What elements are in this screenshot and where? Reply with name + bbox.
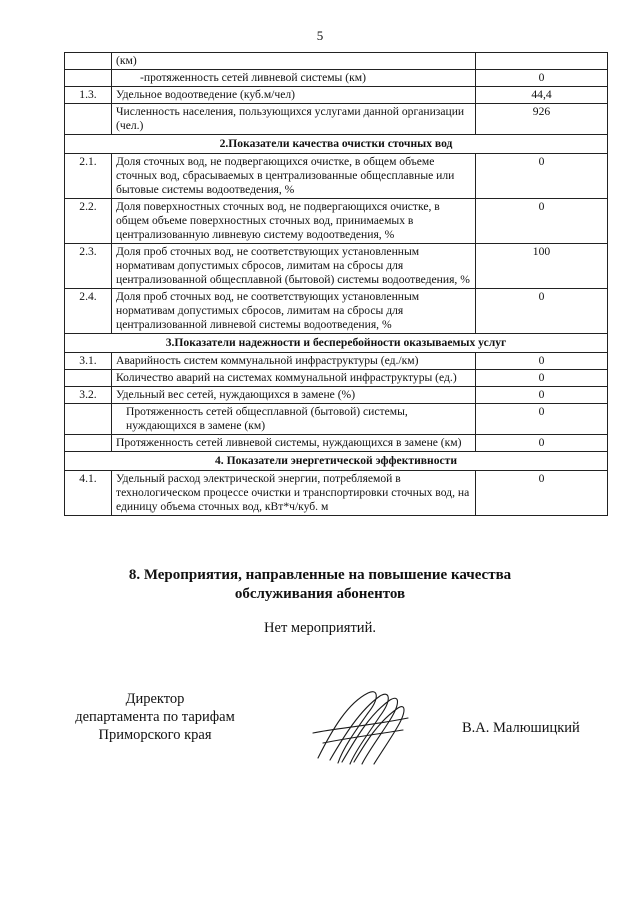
indicator-value: 0 [476, 154, 608, 199]
indicator-value: 0 [476, 404, 608, 435]
indicator-value: 0 [476, 471, 608, 516]
table-row [65, 387, 608, 404]
section-8-title-line2: обслуживания абонентов [234, 586, 406, 602]
indicator-name: Численность населения, пользующихся услугами данной организации (чел.) [112, 104, 476, 135]
table-row [65, 435, 608, 452]
indicator-name: Количество аварий на системах коммунальной инфраструктуры (ед.) [112, 370, 476, 387]
indicator-name: Доля поверхностных сточных вод, не подвергающихся очистке, в общем объеме поверхностных сточных вод, принимаемых в централизованную ливневую систему водоотведения, % [112, 199, 476, 244]
indicator-name: Протяженность сетей ливневой системы, нуждающихся в замене (км) [112, 435, 476, 452]
table-row [65, 70, 608, 87]
handwritten-signature [308, 688, 418, 768]
indicator-value: 100 [476, 244, 608, 289]
row-number: 1.3. [65, 87, 112, 104]
signatory-title [60, 690, 250, 744]
indicator-value: 0 [476, 435, 608, 452]
section-title: 2.Показатели качества очистки сточных вод [65, 135, 608, 154]
table-row [65, 289, 608, 334]
page-number: 5 [316, 28, 324, 43]
section-8-title-line1: 8. Мероприятия, направленные на повышение качества [128, 567, 512, 583]
row-number: 2.1. [65, 154, 112, 199]
row-number [65, 70, 112, 87]
row-number: 2.4. [65, 289, 112, 334]
indicator-name: Удельный расход электрической энергии, потребляемой в технологическом процессе очистки и транспортировки сточных вод, на единицу объема сточных вод, кВт*ч/куб. м [112, 471, 476, 516]
row-number: 2.2. [65, 199, 112, 244]
section-title: 4. Показатели энергетической эффективности [65, 452, 608, 471]
table-row [65, 353, 608, 370]
indicator-value: 0 [476, 289, 608, 334]
table-row [65, 53, 608, 70]
indicator-name: Протяженность сетей общесплавной (бытовой) системы, нуждающихся в замене (км) [112, 404, 476, 435]
indicator-value: 0 [476, 199, 608, 244]
indicator-value: 0 [476, 370, 608, 387]
row-number [65, 404, 112, 435]
table-row [65, 471, 608, 516]
indicator-name: Аварийность систем коммунальной инфраструктуры (ед./км) [112, 353, 476, 370]
row-number: 3.1. [65, 353, 112, 370]
table-row [65, 87, 608, 104]
indicator-name: -протяженность сетей ливневой системы (км) [112, 70, 476, 87]
indicator-name: Удельное водоотведение (куб.м/чел) [112, 87, 476, 104]
row-number [65, 53, 112, 70]
no-measures-text: Нет мероприятий. [264, 620, 376, 636]
signatory-title-line2: департамента по тарифам [75, 709, 235, 725]
table-section-header [65, 452, 608, 471]
section-8-heading [0, 566, 640, 604]
indicator-name: Доля проб сточных вод, не соответствующих установленным нормативам допустимых сбросов, лимитам на сбросы для централизованной ливневой системы водоотведения, % [112, 289, 476, 334]
indicator-value: 44,4 [476, 87, 608, 104]
section-title: 3.Показатели надежности и бесперебойности оказываемых услуг [65, 334, 608, 353]
table-row [65, 154, 608, 199]
table-row [65, 199, 608, 244]
indicator-value [476, 53, 608, 70]
row-number [65, 370, 112, 387]
row-number [65, 435, 112, 452]
table-row [65, 244, 608, 289]
indicator-value: 0 [476, 353, 608, 370]
signatory-title-line3: Приморского края [98, 727, 212, 743]
row-number [65, 104, 112, 135]
indicator-value: 0 [476, 387, 608, 404]
row-number: 4.1. [65, 471, 112, 516]
table-section-header [65, 135, 608, 154]
indicator-value: 0 [476, 70, 608, 87]
row-number: 3.2. [65, 387, 112, 404]
table-section-header [65, 334, 608, 353]
indicators-table [64, 52, 608, 516]
indicator-name: Доля проб сточных вод, не соответствующих установленным нормативам допустимых сбросов, лимитам на сбросы для централизованной общесплавной (бытовой) системы водоотведения, % [112, 244, 476, 289]
signatory-title-line1: Директор [125, 691, 185, 707]
table-row [65, 104, 608, 135]
indicator-name: Удельный вес сетей, нуждающихся в замене (%) [112, 387, 476, 404]
signatory-name: В.А. Малюшицкий [462, 720, 580, 736]
table-row [65, 404, 608, 435]
indicator-value: 926 [476, 104, 608, 135]
row-number: 2.3. [65, 244, 112, 289]
indicator-name: Доля сточных вод, не подвергающихся очистке, в общем объеме сточных вод, сбрасываемых в централизованные общесплавные или бытовые системы водоотведения, % [112, 154, 476, 199]
table-row [65, 370, 608, 387]
indicator-name: (км) [112, 53, 476, 70]
